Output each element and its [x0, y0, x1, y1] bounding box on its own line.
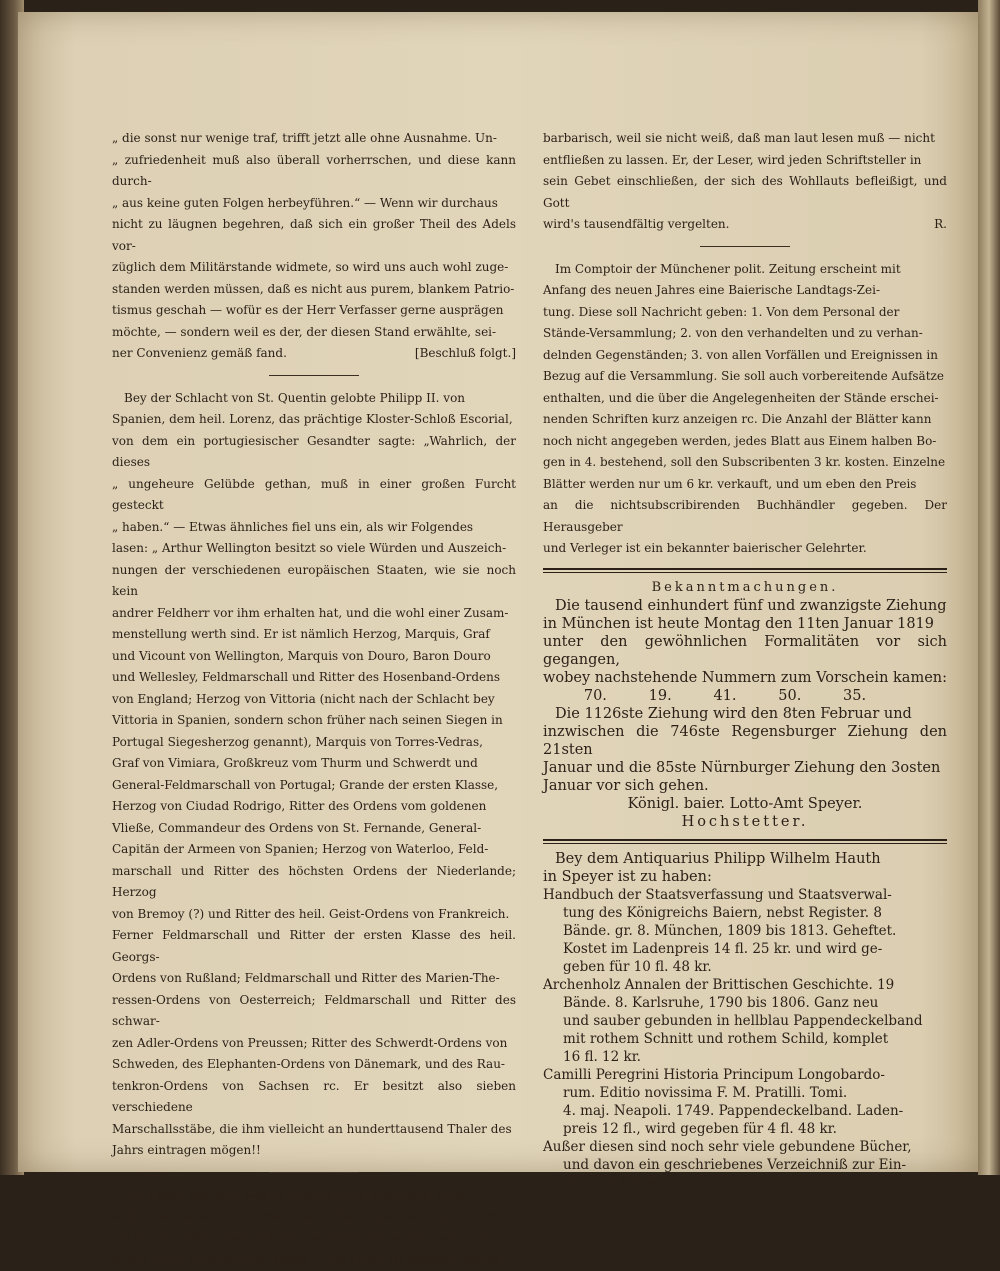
- section-divider: [700, 246, 790, 247]
- text-line: „ ungeheure Gelübde gethan, muß in einer großen Furcht gesteckt: [112, 476, 516, 512]
- text-line: sein Gebet einschließen, der sich des Wohllauts befleißigt, und Gott: [543, 174, 947, 210]
- lottery-notice: [543, 579, 947, 831]
- text-line: Januar und die 85ste Nürnburger Ziehung den 3osten: [543, 759, 941, 776]
- notices-divider: [543, 839, 947, 844]
- lottery-number: 19.: [648, 687, 672, 704]
- text-line: nungen der verschiedenen europäischen Staaten, wie sie noch kein: [112, 562, 516, 598]
- text-line: tung. Diese soll Nachricht geben: 1. Von dem Personal der: [543, 304, 900, 319]
- section-divider: [269, 1172, 359, 1173]
- text-line: menstellung werth sind. Er ist nämlich Herzog, Marquis, Graf: [112, 627, 490, 641]
- winning-numbers: [543, 687, 947, 705]
- article-wellington: [112, 388, 516, 1162]
- text-line: Graf von Vimiara, Großkreuz vom Thurm und Schwerdt und: [112, 756, 478, 770]
- book-entry: Außer diesen sind noch sehr viele gebundene Bücher, und davon ein geschriebenes Verzeichniß zur Ein- sicht zu haben.: [543, 1138, 912, 1191]
- text-line: Januar vor sich gehen.: [543, 777, 709, 794]
- text-line: Ordens von Rußland; Feldmarschall und Ritter des Marien-The-: [112, 971, 500, 985]
- text-line: zen Adler-Ordens von Preussen; Ritter des Schwerdt-Ordens von: [112, 1035, 508, 1050]
- text-line: Ein Leser, der sich, was er Andern auch empfiehlt, ange-: [124, 1187, 470, 1202]
- text-line: um Gottes willen, doch solche unaussprechbare Töne wie „ ist's“: [112, 1230, 507, 1245]
- text-line: Bey der Schlacht von St. Quentin gelobte Philipp II. von: [124, 390, 466, 405]
- text-line: ner Convenienz gemäß fand.: [112, 346, 287, 360]
- text-line: Schweden, des Elephanten-Ordens von Dänemark, und des Rau-: [112, 1057, 505, 1071]
- text-line: Stände-Versammlung; 2. von den verhandelten und zu verhan-: [543, 326, 923, 340]
- book-entry: Handbuch der Staatsverfassung und Staatsverwal- tung des Königreichs Baiern, nebst Register. 8 Bände. gr. 8. München, 1809 bis 1813. Geheftet. Kostet im Ladenpreis 14 fl. 25 kr. und wird ge- geben für 10 fl. 48 kr.: [543, 886, 897, 975]
- closing-line: [543, 214, 947, 236]
- section-divider: [269, 375, 359, 376]
- page-edge: [978, 0, 1000, 1175]
- article-reader-letter-end: [543, 128, 947, 236]
- text-line: barbarisch, weil sie nicht weiß, daß man laut lesen muß — nicht: [543, 131, 935, 145]
- text-line: Marschallsstäbe, die ihm vielleicht an hunderttausend Thaler des: [112, 1121, 512, 1136]
- antiquarian-notice: [543, 850, 947, 1192]
- text-line: Portugal Siegesherzog genannt), Marquis von Torres-Vedras,: [112, 734, 483, 749]
- lottery-number: 70.: [583, 687, 607, 704]
- book-entry: Camilli Peregrini Historia Principum Longobardo- rum. Editio novissima F. M. Pratilli. Tomi. 4. maj. Neapoli. 1749. Pappendeckelband. Laden- preis 12 fl., wird gegeben für 4 fl. 48 kr.: [543, 1066, 904, 1137]
- text-line: möchte, — sondern weil es der, der diesen Stand erwählte, sei-: [112, 324, 497, 339]
- text-line: Herzog von Ciudad Rodrigo, Ritter des Ordens vom goldenen: [112, 799, 487, 813]
- text-line: züglich dem Militärstande widmete, so wird uns auch wohl zuge-: [112, 260, 509, 274]
- text-line: Bezug auf die Versammlung. Sie soll auch vorbereitende Aufsätze: [543, 369, 944, 383]
- text-line: Anfang des neuen Jahres eine Baierische Landtags-Zei-: [543, 283, 881, 297]
- text-line: Im Comptoir der Münchener polit. Zeitung erscheint mit: [555, 261, 901, 276]
- text-line: gen in 4. bestehend, soll den Subscribenten 3 kr. kosten. Einzelne: [543, 455, 946, 469]
- article-reader-letter: [112, 1185, 516, 1271]
- text-line: lasen: „ Arthur Wellington besitzt so viele Würden und Auszeich-: [112, 541, 507, 555]
- text-line: und Wellesley, Feldmarschall und Ritter des Hosenband-Ordens: [112, 670, 501, 684]
- text-line: enthalten, und die über die Angelegenheiten der Stände erschei-: [543, 390, 939, 405]
- lottery-number: 35.: [843, 687, 867, 704]
- text-line: und Vicount von Wellington, Marquis von Douro, Baron Douro: [112, 648, 491, 663]
- lottery-number: 50.: [778, 687, 802, 704]
- text-line: „ zufriedenheit muß also überall vorherrschen, und diese kann durch-: [112, 152, 516, 188]
- text-line: entfließen zu lassen. Er, der Leser, wird jeden Schriftsteller in: [543, 152, 922, 167]
- text-line: unter den gewöhnlichen Formalitäten vor sich gegangen,: [543, 633, 947, 668]
- author-signature: R.: [934, 217, 947, 231]
- book-list: [543, 886, 947, 1192]
- text-line: Die tausend einhundert fünf und zwanzigste Ziehung: [555, 597, 947, 614]
- text-line: Bey dem Antiquarius Philipp Wilhelm Hauth: [555, 850, 881, 867]
- left-column: [112, 128, 516, 1271]
- text-line: von dem ein portugiesischer Gesandter sagte: „Wahrlich, der dieses: [112, 433, 516, 469]
- lottery-number: 41.: [713, 687, 737, 704]
- text-line: delnden Gegenständen; 3. von allen Vorfällen und Ereignissen in: [543, 347, 938, 362]
- notice-signer: Hochstetter.: [681, 813, 809, 830]
- text-line: u. dgl. ihrer barbarischen Feder — die Feder ist lediglich darum: [112, 1252, 504, 1266]
- text-line: „ haben.“ — Etwas ähnliches fiel uns ein, als wir Folgendes: [112, 519, 474, 534]
- text-line: in Speyer ist zu haben:: [543, 868, 712, 885]
- text-line: tenkron-Ordens von Sachsen rc. Er besitzt also sieben verschiedene: [112, 1078, 516, 1114]
- text-line: ressen-Ordens von Oesterreich; Feldmarschall und Ritter des schwar-: [112, 992, 516, 1028]
- text-line: von England; Herzog von Vittoria (nicht nach der Schlacht bey: [112, 691, 495, 706]
- article-continuation: [112, 128, 516, 365]
- text-line: noch nicht angegeben werden, jedes Blatt aus Einem halben Bo-: [543, 433, 937, 448]
- text-line: tismus geschah — wofür es der Herr Verfasser gerne ausprägen: [112, 303, 504, 317]
- text-line: standen werden müssen, daß es nicht aus purem, blankem Patrio-: [112, 281, 515, 296]
- notices-heading: Bekanntmachungen.: [651, 579, 839, 595]
- notices-divider: [543, 568, 947, 573]
- text-line: Vließe, Commandeur des Ordens von St. Fernande, General-: [112, 820, 482, 835]
- continuation-note: [Beschluß folgt.]: [414, 346, 516, 360]
- text-line: inzwischen die 746ste Regensburger Ziehung den 21sten: [543, 723, 947, 758]
- closing-line: [112, 343, 516, 365]
- text-line: „ aus keine guten Folgen herbeyführen.“ — Wenn wir durchaus: [112, 195, 498, 210]
- book-entry: Archenholz Annalen der Brittischen Geschichte. 19 Bände. 8. Karlsruhe, 1790 bis 1806. Ganz neu und sauber gebunden in hellblau Pappendeckelband mit rothem Schnitt und rothem Schild, komplet 16 fl. 12 kr.: [543, 976, 923, 1065]
- text-line: nicht zu läugnen begehren, daß sich ein großer Theil des Adels vor-: [112, 217, 516, 253]
- text-line: Capitän der Armeen von Spanien; Herzog von Waterloo, Feld-: [112, 842, 489, 856]
- text-line: marschall und Ritter des höchsten Ordens der Niederlande; Herzog: [112, 863, 516, 899]
- text-line: in München ist heute Montag den 11ten Januar 1819: [543, 615, 935, 632]
- text-line: Die 1126ste Ziehung wird den 8ten Februar und: [555, 705, 912, 722]
- text-line: andrer Feldherr vor ihm erhalten hat, und die wohl einer Zusam-: [112, 605, 509, 620]
- right-column: [543, 128, 947, 1192]
- text-line: wöhnt hat, alles laut zu lesen, bittet die deutschen Schriftsteller: [112, 1209, 504, 1223]
- text-line: Blätter werden nur um 6 kr. verkauft, und um eben den Preis: [543, 476, 917, 491]
- text-line: „ die sonst nur wenige traf, trifft jetzt alle ohne Ausnahme. Un-: [112, 131, 497, 145]
- text-line: und Verleger ist ein bekannter baierischer Gelehrter.: [543, 541, 867, 555]
- text-line: von Bremoy (?) und Ritter des heil. Geist-Ordens von Frankreich.: [112, 906, 510, 921]
- text-line: Spanien, dem heil. Lorenz, das prächtige Kloster-Schloß Escorial,: [112, 412, 513, 426]
- article-landtags-zeitung: [543, 259, 947, 560]
- text-line: nenden Schriften kurz anzeigen rc. Die Anzahl der Blätter kann: [543, 412, 932, 426]
- text-line: wobey nachstehende Nummern zum Vorschein kamen:: [543, 669, 948, 686]
- text-line: General-Feldmarschall von Portugal; Grande der ersten Klasse,: [112, 777, 499, 792]
- text-line: Jahrs eintragen mögen!!: [112, 1143, 261, 1157]
- lottery-office: Königl. baier. Lotto-Amt Speyer.: [627, 795, 863, 812]
- text-line: Vittoria in Spanien, sondern schon früher nach seinen Siegen in: [112, 713, 503, 727]
- text-line: an die nichtsubscribirenden Buchhändler gegeben. Der Herausgeber: [543, 498, 947, 534]
- text-line: wird's tausendfältig vergelten.: [543, 217, 730, 231]
- text-line: Ferner Feldmarschall und Ritter der ersten Klasse des heil. Georgs-: [112, 928, 516, 964]
